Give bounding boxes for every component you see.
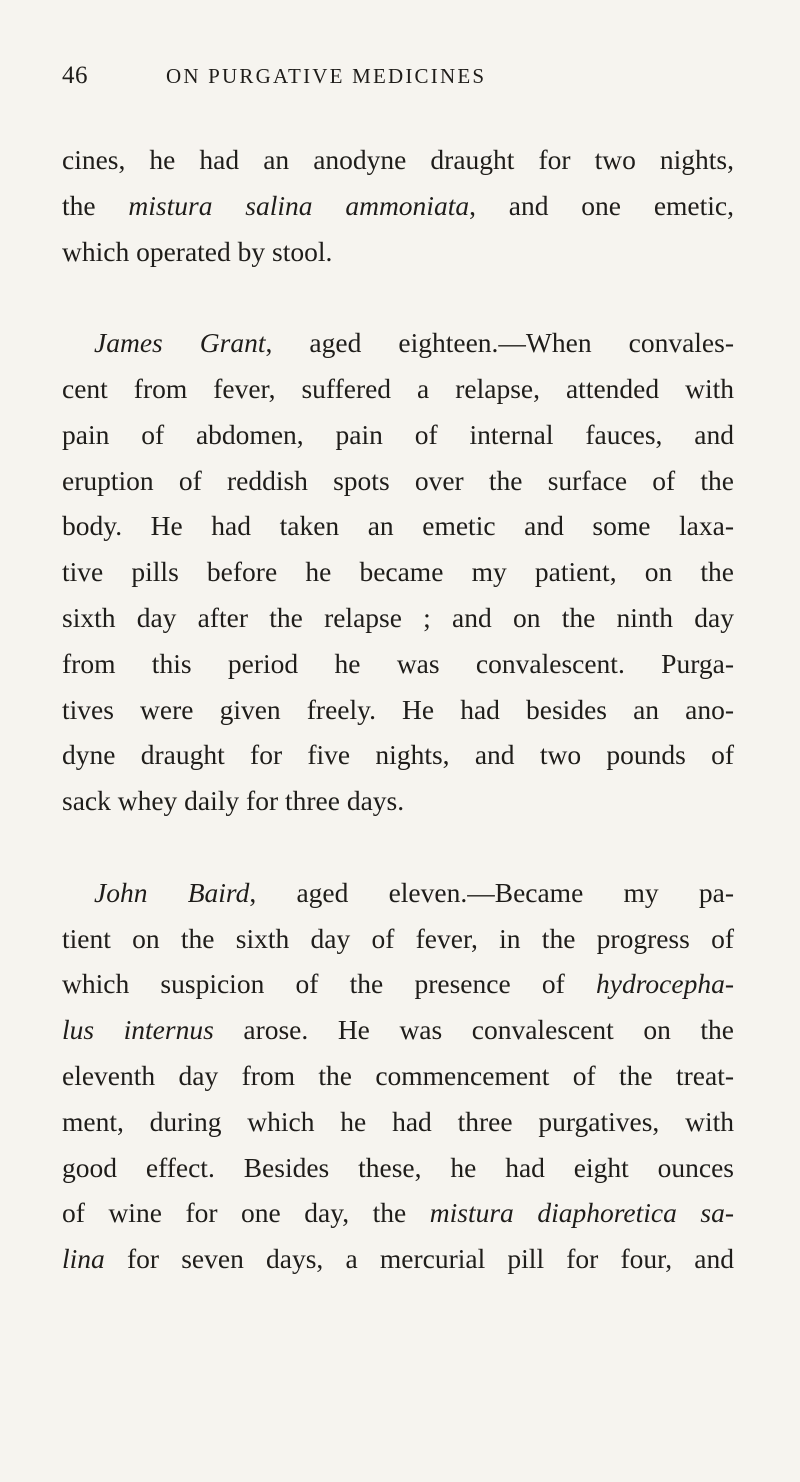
text-line bbox=[62, 870, 734, 916]
text-run: arose. He was convalescent on the bbox=[213, 1014, 734, 1046]
text-run: eruption of reddish spots over the surface of the bbox=[62, 464, 734, 496]
italic-run: lus internus bbox=[62, 1014, 214, 1046]
text-run: cines, he had an anodyne draught for two nights, bbox=[62, 144, 734, 175]
text-run: , aged eighteen.—When convales- bbox=[265, 327, 734, 359]
text-run: , aged eleven.—Became my pa- bbox=[249, 876, 735, 908]
text-line bbox=[62, 503, 734, 549]
text-run: tives were given freely. He had besides an ano- bbox=[62, 693, 734, 725]
italic-run: mistura salina ammoniata bbox=[128, 189, 470, 221]
paragraph bbox=[62, 137, 734, 274]
text-run: tient on the sixth day of fever, in the progress of bbox=[62, 922, 734, 954]
text-line bbox=[62, 916, 734, 962]
text-run: sixth day after the relapse ; and on the ninth day bbox=[62, 601, 734, 633]
paragraph bbox=[62, 870, 734, 1282]
text-line bbox=[62, 1099, 734, 1145]
text-line bbox=[62, 1053, 734, 1099]
paragraph bbox=[62, 320, 734, 824]
text-line bbox=[62, 732, 734, 778]
italic-run: mistura diaphoretica sa- bbox=[429, 1197, 734, 1229]
text-line bbox=[62, 1236, 734, 1282]
italic-run: James Grant bbox=[94, 327, 266, 359]
text-run: dyne draught for five nights, and two pounds of bbox=[62, 739, 734, 771]
text-run: the bbox=[62, 189, 129, 221]
italic-run: lina bbox=[62, 1243, 105, 1275]
text-run: eleventh day from the commencement of the treat- bbox=[62, 1059, 734, 1091]
text-line bbox=[62, 595, 734, 641]
text-line bbox=[62, 1007, 734, 1053]
text-line bbox=[62, 641, 734, 687]
text-run: from this period he was convalescent. Purga- bbox=[62, 647, 734, 679]
page-number: 46 bbox=[62, 62, 88, 89]
text-line bbox=[62, 549, 734, 595]
text-run: of wine for one day, the bbox=[62, 1197, 430, 1229]
text-line bbox=[62, 229, 734, 275]
text-line bbox=[62, 1190, 734, 1236]
text-run: good effect. Besides these, he had eight ounces bbox=[62, 1151, 734, 1183]
text-run: , and one emetic, bbox=[469, 189, 734, 221]
text-line bbox=[62, 412, 734, 458]
running-title: ON PURGATIVE MEDICINES bbox=[166, 64, 487, 88]
text-line bbox=[62, 961, 734, 1007]
text-line bbox=[62, 778, 734, 824]
text-line bbox=[62, 320, 734, 366]
text-run: which operated by stool. bbox=[62, 235, 333, 267]
text-run: pain of abdomen, pain of internal fauces, and bbox=[62, 418, 734, 450]
text-run: for seven days, a mercurial pill for four, and bbox=[104, 1243, 734, 1275]
italic-run: John Baird bbox=[94, 876, 250, 908]
text-run: tive pills before he became my patient, on the bbox=[62, 556, 734, 588]
running-head bbox=[62, 62, 662, 102]
text-run: body. He had taken an emetic and some laxa- bbox=[62, 510, 734, 542]
body-text bbox=[62, 137, 734, 1282]
text-run: cent from fever, suffered a relapse, attended with bbox=[62, 372, 734, 404]
text-run: which suspicion of the presence of bbox=[62, 968, 597, 1000]
text-run: sack whey daily for three days. bbox=[62, 785, 405, 817]
text-line bbox=[62, 137, 734, 183]
text-line bbox=[62, 458, 734, 504]
text-run: ment, during which he had three purgatives, with bbox=[62, 1105, 734, 1137]
text-line bbox=[62, 183, 734, 229]
text-line bbox=[62, 687, 734, 733]
italic-run: hydrocepha- bbox=[596, 968, 734, 1000]
text-line bbox=[62, 366, 734, 412]
text-line bbox=[62, 1145, 734, 1191]
